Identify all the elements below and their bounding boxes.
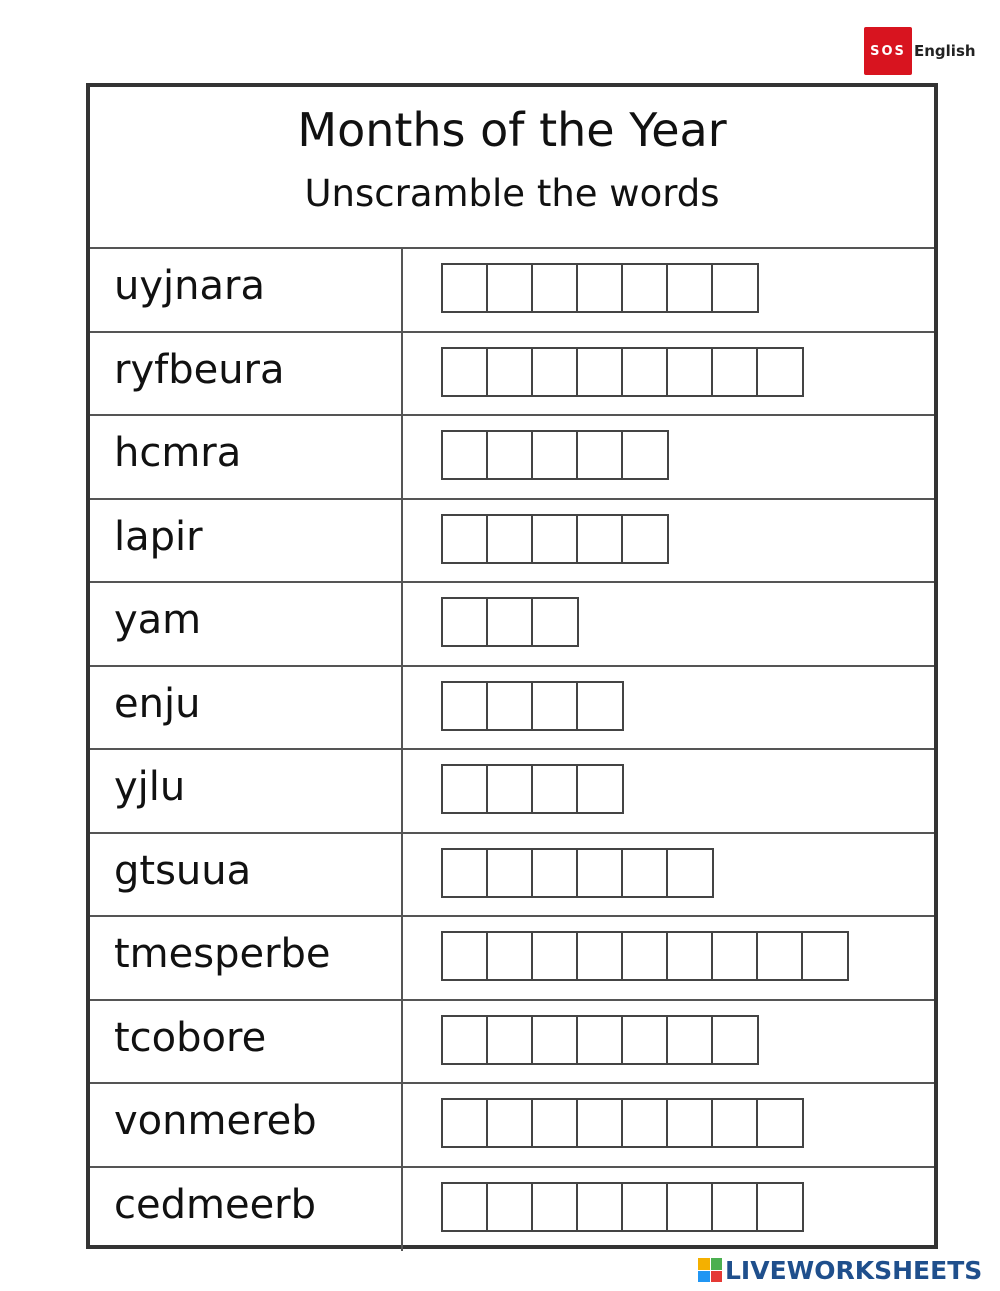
letter-box[interactable]: [578, 432, 623, 478]
scrambled-word: uyjnara: [90, 249, 403, 331]
worksheet-header: [90, 87, 934, 249]
worksheet-row-5: [90, 583, 934, 667]
letter-box[interactable]: [443, 1184, 488, 1230]
answer-boxes[interactable]: [441, 430, 669, 480]
scrambled-word: ryfbeura: [90, 333, 403, 415]
worksheet-row-9: [90, 917, 934, 1001]
answer-cell: [403, 333, 934, 415]
worksheet-row-11: [90, 1084, 934, 1168]
letter-box[interactable]: [578, 265, 623, 311]
worksheet-row-12: [90, 1168, 934, 1252]
letter-box[interactable]: [578, 933, 623, 979]
letter-box[interactable]: [623, 432, 667, 478]
answer-cell: [403, 667, 934, 749]
letter-box[interactable]: [713, 1184, 758, 1230]
letter-box[interactable]: [623, 850, 668, 896]
answer-boxes[interactable]: [441, 263, 759, 313]
letter-box[interactable]: [488, 599, 533, 645]
worksheet: [86, 83, 938, 1249]
answer-boxes[interactable]: [441, 1182, 804, 1232]
letter-box[interactable]: [668, 933, 713, 979]
letter-box[interactable]: [443, 265, 488, 311]
answer-boxes[interactable]: [441, 347, 804, 397]
letter-box[interactable]: [533, 599, 577, 645]
letter-box[interactable]: [443, 516, 488, 562]
scrambled-word: hcmra: [90, 416, 403, 498]
answer-boxes[interactable]: [441, 848, 714, 898]
worksheet-row-10: [90, 1001, 934, 1085]
liveworksheets-grid-icon: [698, 1258, 722, 1282]
letter-box[interactable]: [668, 1100, 713, 1146]
worksheet-row-4: [90, 500, 934, 584]
letter-box[interactable]: [488, 1017, 533, 1063]
letter-box[interactable]: [713, 933, 758, 979]
letter-box[interactable]: [758, 933, 803, 979]
worksheet-row-3: [90, 416, 934, 500]
liveworksheets-logo-text: LIVEWORKSHEETS: [725, 1255, 983, 1285]
letter-box[interactable]: [488, 933, 533, 979]
letter-box[interactable]: [578, 683, 622, 729]
letter-box[interactable]: [533, 850, 578, 896]
answer-cell: [403, 917, 934, 999]
letter-box[interactable]: [443, 1100, 488, 1146]
letter-box[interactable]: [488, 516, 533, 562]
letter-box[interactable]: [488, 683, 533, 729]
letter-box[interactable]: [758, 349, 802, 395]
letter-box[interactable]: [623, 1017, 668, 1063]
letter-box[interactable]: [488, 850, 533, 896]
letter-box[interactable]: [533, 933, 578, 979]
letter-box[interactable]: [668, 1184, 713, 1230]
letter-box[interactable]: [623, 265, 668, 311]
answer-boxes[interactable]: [441, 1015, 759, 1065]
letter-box[interactable]: [488, 265, 533, 311]
letter-box[interactable]: [623, 933, 668, 979]
letter-box[interactable]: [578, 1100, 623, 1146]
letter-box[interactable]: [443, 1017, 488, 1063]
letter-box[interactable]: [533, 766, 578, 812]
letter-box[interactable]: [803, 933, 847, 979]
page-title: Months of the Year: [297, 103, 727, 157]
answer-boxes[interactable]: [441, 597, 579, 647]
letter-box[interactable]: [668, 1017, 713, 1063]
letter-box[interactable]: [533, 1017, 578, 1063]
answer-boxes[interactable]: [441, 514, 669, 564]
answer-cell: [403, 1168, 934, 1252]
letter-box[interactable]: [488, 432, 533, 478]
letter-box[interactable]: [758, 1100, 802, 1146]
answer-cell: [403, 750, 934, 832]
letter-box[interactable]: [443, 850, 488, 896]
letter-box[interactable]: [713, 265, 757, 311]
scrambled-word: tcobore: [90, 1001, 403, 1083]
sos-logo-box: SOS: [864, 27, 912, 75]
answer-cell: [403, 1001, 934, 1083]
letter-box[interactable]: [668, 265, 713, 311]
answer-boxes[interactable]: [441, 764, 624, 814]
page-subtitle: Unscramble the words: [304, 172, 720, 215]
scrambled-word: enju: [90, 667, 403, 749]
letter-box[interactable]: [713, 1017, 757, 1063]
letter-box[interactable]: [443, 349, 488, 395]
liveworksheets-logo: [698, 1255, 982, 1285]
answer-cell: [403, 1084, 934, 1166]
worksheet-row-6: [90, 667, 934, 751]
letter-box[interactable]: [578, 766, 622, 812]
letter-box[interactable]: [488, 766, 533, 812]
letter-box[interactable]: [623, 1184, 668, 1230]
letter-box[interactable]: [443, 432, 488, 478]
letter-box[interactable]: [488, 1100, 533, 1146]
letter-box[interactable]: [443, 683, 488, 729]
answer-cell: [403, 416, 934, 498]
answer-boxes[interactable]: [441, 681, 624, 731]
scrambled-word: yam: [90, 583, 403, 665]
letter-box[interactable]: [578, 516, 623, 562]
letter-box[interactable]: [578, 1017, 623, 1063]
letter-box[interactable]: [533, 516, 578, 562]
letter-box[interactable]: [533, 265, 578, 311]
answer-cell: [403, 834, 934, 916]
letter-box[interactable]: [533, 1100, 578, 1146]
letter-box[interactable]: [623, 516, 667, 562]
worksheet-row-7: [90, 750, 934, 834]
letter-box[interactable]: [443, 599, 488, 645]
scrambled-word: tmesperbe: [90, 917, 403, 999]
letter-box[interactable]: [668, 850, 712, 896]
answer-cell: [403, 500, 934, 582]
scrambled-word: vonmereb: [90, 1084, 403, 1166]
scrambled-word: yjlu: [90, 750, 403, 832]
letter-box[interactable]: [623, 1100, 668, 1146]
letter-box[interactable]: [443, 933, 488, 979]
worksheet-row-1: [90, 249, 934, 333]
letter-box[interactable]: [488, 349, 533, 395]
worksheet-row-2: [90, 333, 934, 417]
sos-logo-text: English: [914, 42, 976, 60]
letter-box[interactable]: [488, 1184, 533, 1230]
letter-box[interactable]: [578, 850, 623, 896]
answer-boxes[interactable]: [441, 1098, 804, 1148]
letter-box[interactable]: [533, 1184, 578, 1230]
letter-box[interactable]: [533, 432, 578, 478]
scrambled-word: lapir: [90, 500, 403, 582]
scrambled-word: gtsuua: [90, 834, 403, 916]
letter-box[interactable]: [623, 349, 668, 395]
letter-box[interactable]: [578, 349, 623, 395]
sos-english-logo: [864, 27, 976, 75]
answer-cell: [403, 583, 934, 665]
letter-box[interactable]: [758, 1184, 802, 1230]
scrambled-word: cedmeerb: [90, 1168, 403, 1252]
worksheet-row-8: [90, 834, 934, 918]
answer-boxes[interactable]: [441, 931, 849, 981]
letter-box[interactable]: [578, 1184, 623, 1230]
letter-box[interactable]: [443, 766, 488, 812]
answer-cell: [403, 249, 934, 331]
letter-box[interactable]: [533, 683, 578, 729]
letter-box[interactable]: [533, 349, 578, 395]
letter-box[interactable]: [713, 1100, 758, 1146]
letter-box[interactable]: [668, 349, 713, 395]
letter-box[interactable]: [713, 349, 758, 395]
